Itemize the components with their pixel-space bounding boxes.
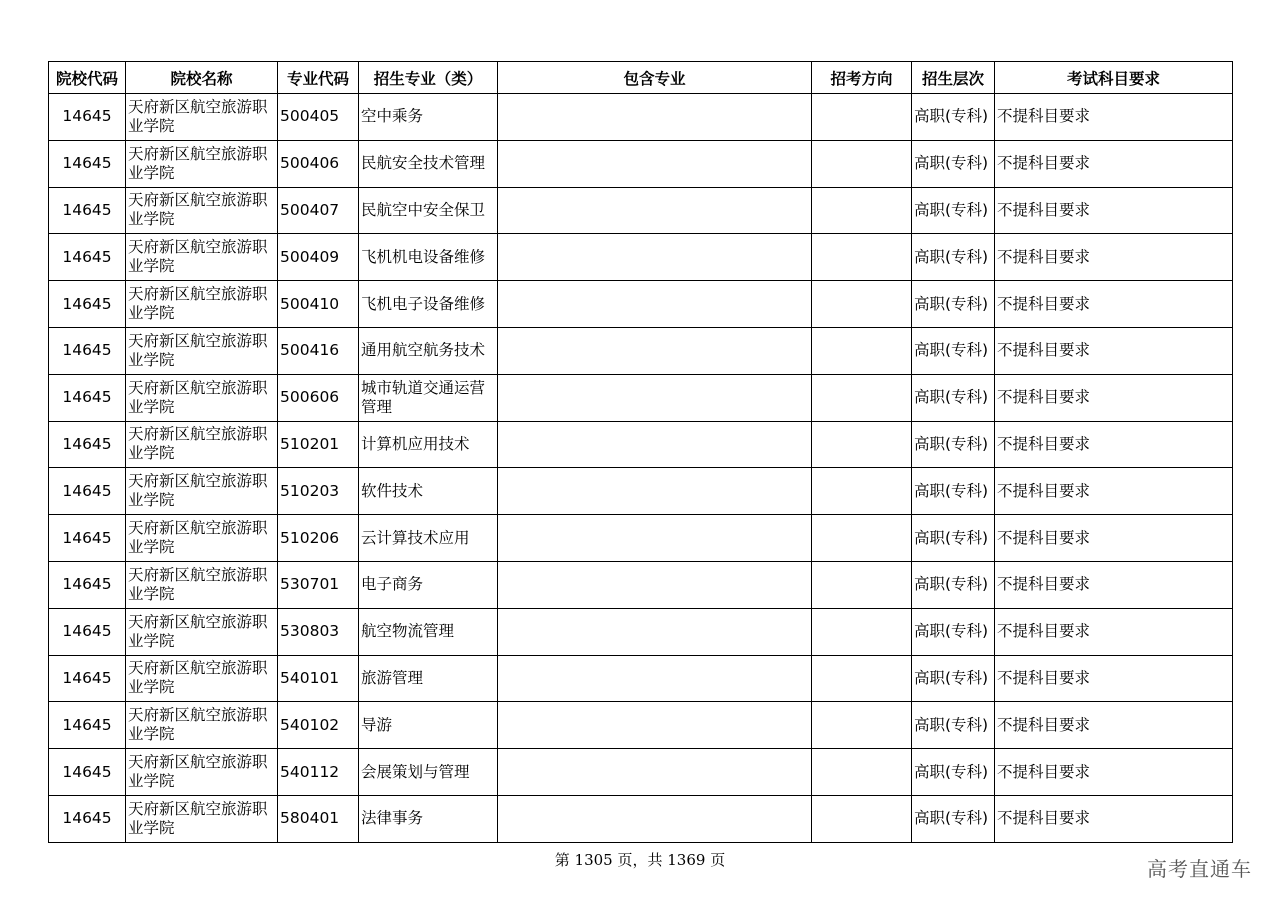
included-majors-cell xyxy=(498,515,812,562)
school-name-cell: 天府新区航空旅游职业学院 xyxy=(126,702,278,749)
level-cell: 高职(专科) xyxy=(912,421,995,468)
direction-cell xyxy=(812,140,912,187)
level-cell: 高职(专科) xyxy=(912,561,995,608)
major-cell: 法律事务 xyxy=(359,795,498,842)
table-row xyxy=(49,515,1233,562)
included-majors-cell xyxy=(498,702,812,749)
school-name-cell: 天府新区航空旅游职业学院 xyxy=(126,140,278,187)
included-majors-cell xyxy=(498,187,812,234)
included-majors-cell xyxy=(498,374,812,421)
level-cell: 高职(专科) xyxy=(912,795,995,842)
direction-cell xyxy=(812,515,912,562)
level-cell: 高职(专科) xyxy=(912,655,995,702)
requirement-cell: 不提科目要求 xyxy=(995,187,1233,234)
major-cell: 会展策划与管理 xyxy=(359,749,498,796)
major-code-cell: 500606 xyxy=(278,374,359,421)
major-cell: 民航安全技术管理 xyxy=(359,140,498,187)
header-included-majors: 包含专业 xyxy=(498,62,812,94)
included-majors-cell xyxy=(498,608,812,655)
direction-cell xyxy=(812,749,912,796)
requirement-cell: 不提科目要求 xyxy=(995,515,1233,562)
included-majors-cell xyxy=(498,140,812,187)
direction-cell xyxy=(812,281,912,328)
requirement-cell: 不提科目要求 xyxy=(995,374,1233,421)
included-majors-cell xyxy=(498,749,812,796)
school-code-cell: 14645 xyxy=(49,468,126,515)
header-requirement: 考试科目要求 xyxy=(995,62,1233,94)
header-level: 招生层次 xyxy=(912,62,995,94)
table-body xyxy=(49,94,1233,843)
major-code-cell: 540112 xyxy=(278,749,359,796)
major-cell: 民航空中安全保卫 xyxy=(359,187,498,234)
included-majors-cell xyxy=(498,655,812,702)
level-cell: 高职(专科) xyxy=(912,187,995,234)
level-cell: 高职(专科) xyxy=(912,281,995,328)
major-code-cell: 580401 xyxy=(278,795,359,842)
school-name-cell: 天府新区航空旅游职业学院 xyxy=(126,187,278,234)
major-code-cell: 530803 xyxy=(278,608,359,655)
level-cell: 高职(专科) xyxy=(912,327,995,374)
school-code-cell: 14645 xyxy=(49,749,126,796)
major-cell: 旅游管理 xyxy=(359,655,498,702)
requirement-cell: 不提科目要求 xyxy=(995,702,1233,749)
school-code-cell: 14645 xyxy=(49,234,126,281)
requirement-cell: 不提科目要求 xyxy=(995,608,1233,655)
table-row xyxy=(49,374,1233,421)
table-row xyxy=(49,795,1233,842)
table-row xyxy=(49,140,1233,187)
major-cell: 导游 xyxy=(359,702,498,749)
major-code-cell: 500405 xyxy=(278,94,359,141)
school-code-cell: 14645 xyxy=(49,281,126,328)
school-code-cell: 14645 xyxy=(49,561,126,608)
major-code-cell: 500409 xyxy=(278,234,359,281)
header-major-code: 专业代码 xyxy=(278,62,359,94)
requirement-cell: 不提科目要求 xyxy=(995,749,1233,796)
table-row xyxy=(49,421,1233,468)
major-cell: 航空物流管理 xyxy=(359,608,498,655)
table-header xyxy=(49,62,1233,94)
table-row xyxy=(49,702,1233,749)
school-code-cell: 14645 xyxy=(49,140,126,187)
table-row xyxy=(49,327,1233,374)
requirement-cell: 不提科目要求 xyxy=(995,140,1233,187)
major-code-cell: 500416 xyxy=(278,327,359,374)
table-row xyxy=(49,468,1233,515)
table-row xyxy=(49,749,1233,796)
school-name-cell: 天府新区航空旅游职业学院 xyxy=(126,608,278,655)
school-code-cell: 14645 xyxy=(49,795,126,842)
major-code-cell: 540102 xyxy=(278,702,359,749)
page-number: 第 1305 页，共 1369 页 xyxy=(554,851,726,869)
school-code-cell: 14645 xyxy=(49,655,126,702)
school-code-cell: 14645 xyxy=(49,327,126,374)
major-cell: 电子商务 xyxy=(359,561,498,608)
direction-cell xyxy=(812,468,912,515)
level-cell: 高职(专科) xyxy=(912,374,995,421)
school-name-cell: 天府新区航空旅游职业学院 xyxy=(126,234,278,281)
included-majors-cell xyxy=(498,421,812,468)
direction-cell xyxy=(812,655,912,702)
header-row xyxy=(49,62,1233,94)
major-code-cell: 500407 xyxy=(278,187,359,234)
major-code-cell: 540101 xyxy=(278,655,359,702)
major-code-cell: 510206 xyxy=(278,515,359,562)
table-row xyxy=(49,561,1233,608)
major-cell: 云计算技术应用 xyxy=(359,515,498,562)
school-name-cell: 天府新区航空旅游职业学院 xyxy=(126,561,278,608)
requirement-cell: 不提科目要求 xyxy=(995,655,1233,702)
school-name-cell: 天府新区航空旅游职业学院 xyxy=(126,468,278,515)
school-code-cell: 14645 xyxy=(49,421,126,468)
table-row xyxy=(49,187,1233,234)
level-cell: 高职(专科) xyxy=(912,608,995,655)
major-cell: 飞机机电设备维修 xyxy=(359,234,498,281)
school-name-cell: 天府新区航空旅游职业学院 xyxy=(126,281,278,328)
school-name-cell: 天府新区航空旅游职业学院 xyxy=(126,94,278,141)
major-code-cell: 510203 xyxy=(278,468,359,515)
included-majors-cell xyxy=(498,561,812,608)
level-cell: 高职(专科) xyxy=(912,94,995,141)
direction-cell xyxy=(812,234,912,281)
requirement-cell: 不提科目要求 xyxy=(995,234,1233,281)
major-cell: 通用航空航务技术 xyxy=(359,327,498,374)
major-cell: 空中乘务 xyxy=(359,94,498,141)
requirement-cell: 不提科目要求 xyxy=(995,468,1233,515)
school-name-cell: 天府新区航空旅游职业学院 xyxy=(126,327,278,374)
direction-cell xyxy=(812,608,912,655)
table-row xyxy=(49,281,1233,328)
school-code-cell: 14645 xyxy=(49,187,126,234)
major-cell: 城市轨道交通运营管理 xyxy=(359,374,498,421)
major-cell: 飞机电子设备维修 xyxy=(359,281,498,328)
included-majors-cell xyxy=(498,281,812,328)
header-major: 招生专业（类） xyxy=(359,62,498,94)
major-cell: 软件技术 xyxy=(359,468,498,515)
watermark-text: 高考直通车 xyxy=(1147,857,1252,881)
level-cell: 高职(专科) xyxy=(912,140,995,187)
requirement-cell: 不提科目要求 xyxy=(995,94,1233,141)
included-majors-cell xyxy=(498,234,812,281)
school-name-cell: 天府新区航空旅游职业学院 xyxy=(126,749,278,796)
school-code-cell: 14645 xyxy=(49,608,126,655)
direction-cell xyxy=(812,561,912,608)
school-code-cell: 14645 xyxy=(49,94,126,141)
school-name-cell: 天府新区航空旅游职业学院 xyxy=(126,515,278,562)
school-name-cell: 天府新区航空旅游职业学院 xyxy=(126,655,278,702)
level-cell: 高职(专科) xyxy=(912,749,995,796)
level-cell: 高职(专科) xyxy=(912,702,995,749)
header-school-code: 院校代码 xyxy=(49,62,126,94)
school-name-cell: 天府新区航空旅游职业学院 xyxy=(126,374,278,421)
table-row xyxy=(49,234,1233,281)
major-cell: 计算机应用技术 xyxy=(359,421,498,468)
direction-cell xyxy=(812,327,912,374)
major-code-cell: 510201 xyxy=(278,421,359,468)
level-cell: 高职(专科) xyxy=(912,515,995,562)
table-row xyxy=(49,94,1233,141)
header-school-name: 院校名称 xyxy=(126,62,278,94)
level-cell: 高职(专科) xyxy=(912,234,995,281)
included-majors-cell xyxy=(498,327,812,374)
requirement-cell: 不提科目要求 xyxy=(995,327,1233,374)
direction-cell xyxy=(812,187,912,234)
included-majors-cell xyxy=(498,468,812,515)
included-majors-cell xyxy=(498,94,812,141)
school-name-cell: 天府新区航空旅游职业学院 xyxy=(126,421,278,468)
table-row xyxy=(49,655,1233,702)
direction-cell xyxy=(812,702,912,749)
school-code-cell: 14645 xyxy=(49,515,126,562)
direction-cell xyxy=(812,795,912,842)
requirement-cell: 不提科目要求 xyxy=(995,795,1233,842)
major-code-cell: 500410 xyxy=(278,281,359,328)
table-row xyxy=(49,608,1233,655)
requirement-cell: 不提科目要求 xyxy=(995,281,1233,328)
school-name-cell: 天府新区航空旅游职业学院 xyxy=(126,795,278,842)
major-code-cell: 500406 xyxy=(278,140,359,187)
direction-cell xyxy=(812,374,912,421)
requirement-cell: 不提科目要求 xyxy=(995,561,1233,608)
level-cell: 高职(专科) xyxy=(912,468,995,515)
header-direction: 招考方向 xyxy=(812,62,912,94)
direction-cell xyxy=(812,421,912,468)
direction-cell xyxy=(812,94,912,141)
school-code-cell: 14645 xyxy=(49,702,126,749)
school-code-cell: 14645 xyxy=(49,374,126,421)
admissions-table xyxy=(48,61,1233,843)
requirement-cell: 不提科目要求 xyxy=(995,421,1233,468)
included-majors-cell xyxy=(498,795,812,842)
major-code-cell: 530701 xyxy=(278,561,359,608)
